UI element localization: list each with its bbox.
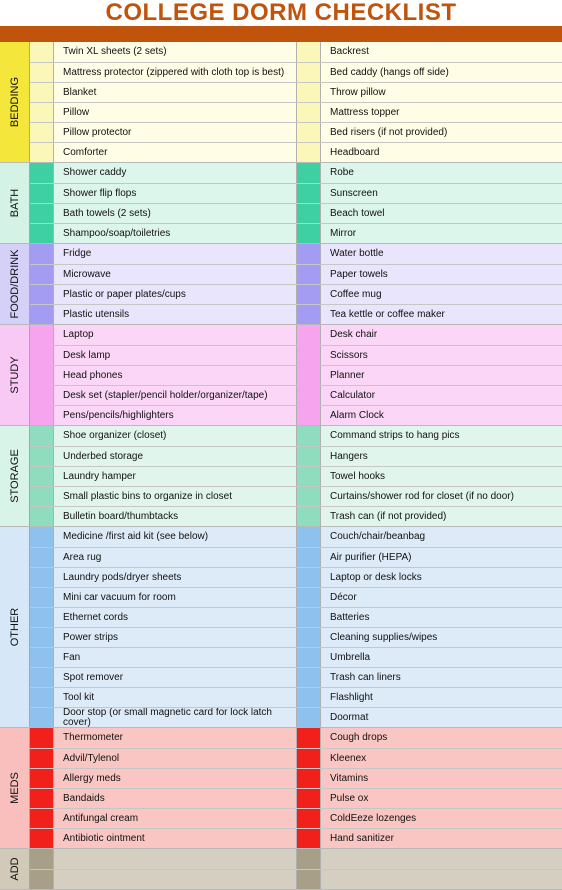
checklist-item-left: Shampoo/soap/toiletries [54, 224, 297, 243]
checklist-item-right: Alarm Clock [330, 410, 384, 421]
table-row [30, 142, 562, 162]
checkbox-cell[interactable] [30, 42, 54, 62]
section-storage [0, 426, 562, 527]
checkbox-cell[interactable] [297, 467, 321, 486]
checklist-item-left: Desk set (stapler/pencil holder/organizer/tape) [54, 386, 297, 405]
checkbox-cell[interactable] [297, 163, 321, 183]
checklist-item-right: Laptop or desk locks [330, 572, 422, 583]
checklist-item-left: Power strips [54, 628, 297, 647]
checkbox-cell[interactable] [30, 568, 54, 587]
table-row [30, 163, 562, 183]
table-row [30, 122, 562, 142]
checklist-item-right: Décor [330, 592, 357, 603]
checklist-item-right: ColdEeze lozenges [330, 813, 417, 824]
checkbox-cell[interactable] [30, 224, 54, 243]
table-row [30, 667, 562, 687]
checklist-item-left: Pillow [54, 103, 297, 122]
checkbox-cell[interactable] [30, 507, 54, 526]
table-row [30, 82, 562, 102]
table-row [30, 345, 562, 365]
checklist-item-left: Thermometer [54, 728, 297, 748]
checkbox-cell[interactable] [30, 265, 54, 284]
table-row [30, 325, 562, 345]
checklist-item-right: Pulse ox [330, 793, 369, 804]
checklist-item-left: Fan [54, 648, 297, 667]
table-row [30, 304, 562, 324]
checklist-item-right: Robe [330, 167, 354, 178]
checklist-item-left: Laptop [54, 325, 297, 345]
checklist-item-left: Pillow protector [54, 123, 297, 142]
checkbox-cell[interactable] [297, 244, 321, 264]
checkbox-cell[interactable] [297, 789, 321, 808]
table-row [30, 687, 562, 707]
checklist-item-right: Towel hooks [330, 471, 386, 482]
checklist-item-right: Doormat [330, 712, 369, 723]
checkbox-cell[interactable] [30, 487, 54, 506]
checklist-item-left: Laundry hamper [54, 467, 297, 486]
checkbox-cell[interactable] [297, 184, 321, 203]
checklist-item-left: Underbed storage [54, 447, 297, 466]
checklist-item-left: Small plastic bins to organize in closet [54, 487, 297, 506]
checkbox-cell[interactable] [297, 346, 321, 365]
checkbox-cell[interactable] [30, 143, 54, 162]
checkbox-cell[interactable] [30, 406, 54, 425]
table-row [30, 788, 562, 808]
checklist-item-right: Mattress topper [330, 107, 400, 118]
checkbox-cell[interactable] [30, 426, 54, 446]
checkbox-cell[interactable] [30, 527, 54, 547]
table-row [30, 506, 562, 526]
checkbox-cell[interactable] [30, 588, 54, 607]
category-label-text: ADD [8, 857, 21, 881]
checklist-item-left: Microwave [54, 265, 297, 284]
checkbox-cell[interactable] [297, 527, 321, 547]
checklist-item-right: Cleaning supplies/wipes [330, 632, 438, 643]
checkbox-cell[interactable] [297, 204, 321, 223]
table-row [30, 42, 562, 62]
section-study [0, 325, 562, 426]
checklist-item-left: Spot remover [54, 668, 297, 687]
checkbox-cell[interactable] [297, 870, 321, 889]
checkbox-cell[interactable] [297, 588, 321, 607]
checkbox-cell[interactable] [30, 548, 54, 567]
category-label-text: OTHER [8, 607, 21, 647]
checkbox-cell[interactable] [30, 829, 54, 848]
checkbox-cell[interactable] [30, 184, 54, 203]
table-row [30, 183, 562, 203]
table-row [30, 365, 562, 385]
checkbox-cell[interactable] [30, 346, 54, 365]
category-label [0, 325, 30, 425]
checkbox-cell[interactable] [30, 708, 54, 727]
checklist-item-right: Scissors [330, 350, 368, 361]
category-label-text: MEDS [8, 772, 21, 804]
header-bar [0, 26, 562, 42]
checklist-item-left: Twin XL sheets (2 sets) [54, 42, 297, 62]
table-row [30, 284, 562, 304]
checkbox-cell[interactable] [30, 63, 54, 82]
table-row [30, 627, 562, 647]
table-row [30, 567, 562, 587]
checklist-item-left [54, 870, 297, 889]
checkbox-cell[interactable] [297, 123, 321, 142]
checkbox-cell[interactable] [297, 688, 321, 707]
checklist-sheet [0, 42, 562, 890]
category-label-text: STORAGE [8, 449, 21, 503]
checkbox-cell[interactable] [297, 406, 321, 425]
table-row [30, 707, 562, 727]
section-bedding [0, 42, 562, 163]
checkbox-cell[interactable] [297, 608, 321, 627]
checklist-item-right: Calculator [330, 390, 376, 401]
table-row [30, 244, 562, 264]
checklist-item-right: Mirror [330, 228, 357, 239]
table-row [30, 527, 562, 547]
checklist-item-left: Comforter [54, 143, 297, 162]
checkbox-cell[interactable] [297, 487, 321, 506]
table-row [30, 62, 562, 82]
checkbox-cell[interactable] [30, 103, 54, 122]
table-row [30, 748, 562, 768]
checkbox-cell[interactable] [297, 809, 321, 828]
checkbox-cell[interactable] [30, 366, 54, 385]
checklist-item-right: Cough drops [330, 732, 388, 743]
checkbox-cell[interactable] [30, 83, 54, 102]
category-label [0, 42, 30, 162]
checklist-item-right: Hand sanitizer [330, 833, 394, 844]
checklist-item-left: Mini car vacuum for room [54, 588, 297, 607]
table-row [30, 466, 562, 486]
checkbox-cell[interactable] [297, 143, 321, 162]
checklist-item-right: Batteries [330, 612, 370, 623]
checkbox-cell[interactable] [297, 728, 321, 748]
checklist-item-left: Medicine /first aid kit (see below) [54, 527, 297, 547]
table-row [30, 102, 562, 122]
checklist-item-right: Water bottle [330, 248, 384, 259]
checkbox-cell[interactable] [30, 769, 54, 788]
checklist-item-left: Antifungal cream [54, 809, 297, 828]
checklist-item-right: Bed caddy (hangs off side) [330, 67, 449, 78]
table-row [30, 486, 562, 506]
checklist-item-right: Hangers [330, 451, 368, 462]
checkbox-cell[interactable] [297, 708, 321, 727]
checkbox-cell[interactable] [30, 749, 54, 768]
checklist-item-left: Plastic or paper plates/cups [54, 285, 297, 304]
table-row [30, 547, 562, 567]
checklist-item-left: Shower flip flops [54, 184, 297, 203]
table-row [30, 768, 562, 788]
table-row [30, 446, 562, 466]
checkbox-cell[interactable] [297, 548, 321, 567]
checkbox-cell[interactable] [297, 628, 321, 647]
checklist-item-left: Tool kit [54, 688, 297, 707]
checkbox-cell[interactable] [30, 305, 54, 324]
checkbox-cell[interactable] [30, 386, 54, 405]
category-label [0, 849, 30, 889]
checklist-item-right: Couch/chair/beanbag [330, 531, 426, 542]
category-label-text: BATH [8, 188, 21, 218]
checklist-item-right: Trash can (if not provided) [330, 511, 447, 522]
checklist-item-left: Advil/Tylenol [54, 749, 297, 768]
checklist-item-left: Allergy meds [54, 769, 297, 788]
checklist-item-right: Coffee mug [330, 289, 382, 300]
checklist-item-left: Antibiotic ointment [54, 829, 297, 848]
checklist-item-right: Umbrella [330, 652, 371, 663]
table-row [30, 808, 562, 828]
checklist-item-left: Fridge [54, 244, 297, 264]
checkbox-cell[interactable] [30, 809, 54, 828]
checkbox-cell[interactable] [297, 849, 321, 869]
checkbox-cell[interactable] [297, 305, 321, 324]
checklist-item-left: Shoe organizer (closet) [54, 426, 297, 446]
category-label [0, 426, 30, 526]
checklist-item-right: Sunscreen [330, 188, 378, 199]
checklist-item-left: Area rug [54, 548, 297, 567]
checklist-item-left: Pens/pencils/highlighters [54, 406, 297, 425]
checkbox-cell[interactable] [30, 123, 54, 142]
table-row [30, 223, 562, 243]
table-row [30, 728, 562, 748]
checklist-item-right [321, 849, 562, 869]
checkbox-cell[interactable] [30, 447, 54, 466]
checklist-item-left: Mattress protector (zippered with cloth top is best) [54, 63, 297, 82]
checkbox-cell[interactable] [297, 103, 321, 122]
checklist-item-left: Head phones [54, 366, 297, 385]
checkbox-cell[interactable] [297, 507, 321, 526]
checklist-item-left: Ethernet cords [54, 608, 297, 627]
table-row [30, 426, 562, 446]
checklist-item-right: Vitamins [330, 773, 369, 784]
checklist-item-left: Shower caddy [54, 163, 297, 183]
checkbox-cell[interactable] [30, 608, 54, 627]
table-row [30, 587, 562, 607]
checklist-item-right: Kleenex [330, 753, 367, 764]
checkbox-cell[interactable] [30, 467, 54, 486]
checklist-item-right: Throw pillow [330, 87, 386, 98]
table-row [30, 647, 562, 667]
checklist-item-right: Bed risers (if not provided) [330, 127, 448, 138]
table-row [30, 849, 562, 869]
checkbox-cell[interactable] [297, 447, 321, 466]
checkbox-cell[interactable] [30, 628, 54, 647]
checkbox-cell[interactable] [297, 224, 321, 243]
checkbox-cell[interactable] [297, 749, 321, 768]
checklist-item-right: Tea kettle or coffee maker [330, 309, 445, 320]
checkbox-cell[interactable] [297, 325, 321, 345]
table-row [30, 828, 562, 848]
checklist-item-right: Paper towels [330, 269, 388, 280]
table-row [30, 405, 562, 425]
checkbox-cell[interactable] [297, 63, 321, 82]
table-row [30, 264, 562, 284]
checkbox-cell[interactable] [297, 648, 321, 667]
table-row [30, 203, 562, 223]
section-meds [0, 728, 562, 849]
checklist-item-left [54, 849, 297, 869]
checkbox-cell[interactable] [30, 325, 54, 345]
checklist-item-right: Trash can liners [330, 672, 401, 683]
section-other [0, 527, 562, 728]
checklist-item-right: Headboard [330, 147, 380, 158]
checkbox-cell[interactable] [297, 285, 321, 304]
checklist-item-left: Laundry pods/dryer sheets [54, 568, 297, 587]
checklist-item-left: Bandaids [54, 789, 297, 808]
category-label [0, 527, 30, 727]
checkbox-cell[interactable] [297, 829, 321, 848]
table-row [30, 385, 562, 405]
checkbox-cell[interactable] [30, 204, 54, 223]
checkbox-cell[interactable] [297, 366, 321, 385]
checklist-item-right: Command strips to hang pics [330, 430, 460, 441]
category-label-text: BEDDING [8, 76, 21, 128]
category-label [0, 728, 30, 848]
checkbox-cell[interactable] [297, 568, 321, 587]
category-label [0, 163, 30, 243]
checklist-item-right: Curtains/shower rod for closet (if no door) [330, 491, 514, 502]
page-title: COLLEGE DORM CHECKLIST [105, 0, 457, 26]
category-label-text: FOOD/DRINK [8, 249, 21, 319]
section-food-drink [0, 244, 562, 325]
checkbox-cell[interactable] [297, 668, 321, 687]
checkbox-cell[interactable] [297, 265, 321, 284]
table-row [30, 869, 562, 889]
checklist-item-right [321, 870, 562, 889]
checklist-item-right: Air purifier (HEPA) [330, 552, 412, 563]
checklist-item-left: Bulletin board/thumbtacks [54, 507, 297, 526]
section-add [0, 849, 562, 890]
checkbox-cell[interactable] [30, 285, 54, 304]
checkbox-cell[interactable] [297, 769, 321, 788]
checkbox-cell[interactable] [30, 244, 54, 264]
category-label [0, 244, 30, 324]
checklist-item-right: Beach towel [330, 208, 385, 219]
checkbox-cell[interactable] [30, 849, 54, 869]
checklist-item-left: Plastic utensils [54, 305, 297, 324]
checkbox-cell[interactable] [30, 648, 54, 667]
checkbox-cell[interactable] [30, 789, 54, 808]
checklist-item-left: Desk lamp [54, 346, 297, 365]
checklist-item-right: Backrest [330, 46, 369, 57]
checkbox-cell[interactable] [30, 668, 54, 687]
checkbox-cell[interactable] [30, 728, 54, 748]
checkbox-cell[interactable] [297, 426, 321, 446]
checkbox-cell[interactable] [30, 688, 54, 707]
table-row [30, 607, 562, 627]
checklist-item-left: Door stop (or small magnetic card for lock latch cover) [54, 708, 297, 727]
checkbox-cell[interactable] [297, 42, 321, 62]
section-bath [0, 163, 562, 244]
checklist-item-right: Desk chair [330, 329, 378, 340]
checklist-item-right: Planner [330, 370, 365, 381]
checkbox-cell[interactable] [30, 163, 54, 183]
checkbox-cell[interactable] [297, 386, 321, 405]
checklist-item-right: Flashlight [330, 692, 373, 703]
checkbox-cell[interactable] [30, 870, 54, 889]
checkbox-cell[interactable] [297, 83, 321, 102]
checklist-item-left: Blanket [54, 83, 297, 102]
category-label-text: STUDY [8, 356, 21, 394]
checklist-item-left: Bath towels (2 sets) [54, 204, 297, 223]
